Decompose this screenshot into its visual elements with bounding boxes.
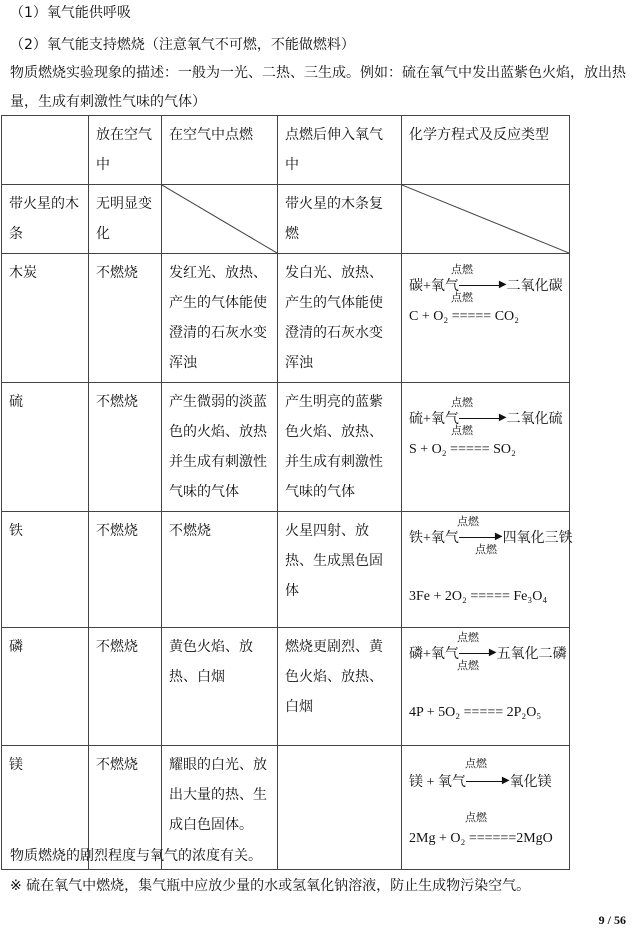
cell-ignite-air: 发红光、放热、产生的气体能使澄清的石灰水变浑浊 <box>162 254 278 383</box>
condition-label: 点燃 <box>465 758 487 770</box>
table-row <box>2 185 570 254</box>
condition-label: 点燃 <box>457 516 479 528</box>
cell-in-air: 无明显变化 <box>89 185 162 254</box>
combustion-table <box>1 115 573 870</box>
word-reactants: 铁+氧气 <box>409 531 459 547</box>
cell-equation <box>402 746 570 870</box>
note-oxygen-concentration: 物质燃烧的剧烈程度与氧气的浓度有关。 <box>10 848 262 864</box>
page-number: 9 / 56 <box>598 913 626 927</box>
chemical-formula: 2Mg + O₂ ======2MgO <box>409 831 553 846</box>
cell-in-air: 不燃烧 <box>89 628 162 746</box>
table-row <box>2 512 570 628</box>
equation-block <box>409 516 573 612</box>
condition-label: 点燃 <box>457 632 479 644</box>
chemical-formula: C + O₂ ===== CO₂ <box>409 309 520 324</box>
equation-block <box>409 387 562 465</box>
word-product: 二氧化硫 <box>506 412 563 428</box>
cell-in-oxygen <box>278 746 402 870</box>
condition-label: 点燃 <box>451 397 473 409</box>
chemical-formula: 4P + 5O₂ ===== 2P₂O₅ <box>409 705 542 720</box>
equation-block <box>409 750 562 854</box>
header-in-air: 放在空气中 <box>89 116 162 185</box>
arrow-right-icon: ▶ <box>498 279 507 290</box>
cell-in-air: 不燃烧 <box>89 383 162 512</box>
table-row <box>2 254 570 383</box>
intro-description: 物质燃烧实验现象的描述：一般为一光、二热、三生成。例如：硫在氧气中发出蓝紫色火焰，放出热量，生成有刺激性气味的气体） <box>10 65 626 110</box>
word-reactants: 镁 + 氧气 <box>409 775 466 791</box>
cell-ignite-air: 黄色火焰、放热、白烟 <box>162 628 278 746</box>
arrow-right-icon: ▶ <box>498 412 507 423</box>
word-reactants: 磷+氧气 <box>409 647 459 663</box>
cell-in-air: 不燃烧 <box>89 746 162 870</box>
cell-ignite-air-empty <box>162 185 278 254</box>
arrow-line <box>459 537 495 538</box>
formula-condition-label: 点燃 <box>457 660 479 672</box>
arrow-right-icon: ▶ <box>494 531 503 542</box>
condition-label: 点燃 <box>451 264 473 276</box>
word-product: 氧化镁 <box>509 775 552 791</box>
chemical-formula: 3Fe + 2O₂ ===== Fe₃O₄ <box>409 589 548 604</box>
arrow-right-icon: ▶ <box>501 775 510 786</box>
cell-ignite-air: 产生微弱的淡蓝色的火焰、放热并生成有刺激性气味的气体 <box>162 383 278 512</box>
formula-condition-label: 点燃 <box>451 425 473 437</box>
arrow-line <box>459 285 499 286</box>
table-header-row <box>2 116 570 185</box>
intro-point-1: （1）氧气能供呼吸 <box>10 5 131 21</box>
note-sulfur-safety: ※ 硫在氧气中燃烧，集气瓶中应放少量的水或氢氧化钠溶液，防止生成物污染空气。 <box>10 878 531 894</box>
arrow-line <box>466 781 502 782</box>
header-in-oxygen: 点燃后伸入氧气中 <box>278 116 402 185</box>
equation-block <box>409 258 562 332</box>
cell-substance: 带火星的木条 <box>2 185 89 254</box>
arrow-line <box>459 653 489 654</box>
arrow-line <box>459 418 499 419</box>
cell-ignite-air: 耀眼的白光、放出大量的热、生成白色固体。 <box>162 746 278 870</box>
word-reactants: 碳+氧气 <box>409 279 459 295</box>
diagonal-line <box>162 185 277 253</box>
cell-in-oxygen: 产生明亮的蓝紫色火焰、放热、并生成有刺激性气味的气体 <box>278 383 402 512</box>
cell-in-oxygen: 带火星的木条复燃 <box>278 185 402 254</box>
word-product: 四氧化三铁 <box>502 531 573 547</box>
word-reactants: 硫+氧气 <box>409 412 459 428</box>
cell-in-air: 不燃烧 <box>89 512 162 628</box>
cell-substance: 镁 <box>2 746 89 870</box>
cell-in-oxygen: 发白光、放热、产生的气体能使澄清的石灰水变浑浊 <box>278 254 402 383</box>
cell-substance: 磷 <box>2 628 89 746</box>
cell-in-oxygen: 火星四射、放热、生成黑色固体 <box>278 512 402 628</box>
table-row <box>2 383 570 512</box>
cell-equation <box>402 628 570 746</box>
formula-condition-label: 点燃 <box>465 812 487 824</box>
arrow-right-icon: ▶ <box>488 647 497 658</box>
cell-ignite-air: 不燃烧 <box>162 512 278 628</box>
cell-equation <box>402 512 573 628</box>
chemical-formula: S + O₂ ===== SO₂ <box>409 442 516 457</box>
cell-in-air: 不燃烧 <box>89 254 162 383</box>
word-product: 五氧化二磷 <box>496 647 567 663</box>
cell-equation <box>402 383 570 512</box>
formula-condition-label: 点燃 <box>451 292 473 304</box>
header-ignite-air: 在空气中点燃 <box>162 116 278 185</box>
cell-equation <box>402 254 570 383</box>
cell-in-oxygen: 燃烧更剧烈、黄色火焰、放热、白烟 <box>278 628 402 746</box>
header-substance <box>2 116 89 185</box>
intro-point-2: （2）氧气能支持燃烧（注意氧气不可燃，不能做燃料） <box>10 37 355 53</box>
cell-substance: 木炭 <box>2 254 89 383</box>
table-row <box>2 628 570 746</box>
cell-substance: 硫 <box>2 383 89 512</box>
header-equation: 化学方程式及反应类型 <box>402 116 570 185</box>
cell-equation-empty <box>402 185 570 254</box>
diagonal-line <box>402 185 569 253</box>
cell-substance: 铁 <box>2 512 89 628</box>
equation-block <box>409 632 567 728</box>
word-product: 二氧化碳 <box>506 279 563 295</box>
formula-condition-label: 点燃 <box>475 544 497 556</box>
